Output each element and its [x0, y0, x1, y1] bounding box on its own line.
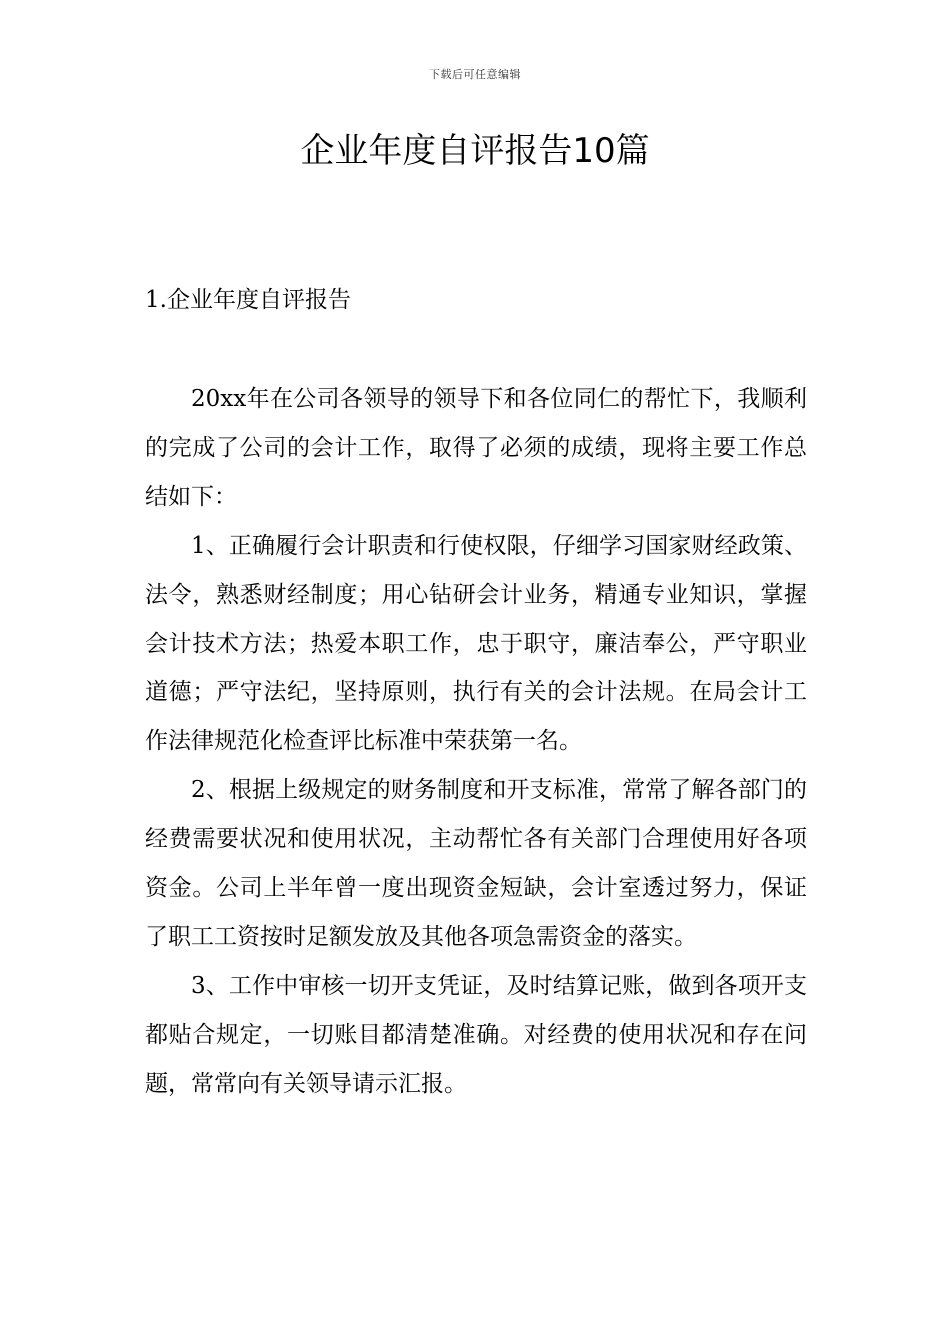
paragraph-item-2: 2、根据上级规定的财务制度和开支标准，常常了解各部门的经费需要状况和使用状况，主动帮忙各有关部门合理使用好各项资金。公司上半年曾一度出现资金短缺，会计室透过努力，保证了职工工资按时足额发放及其他各项急需资金的落实。: [145, 777, 807, 950]
header-note: 下载后可任意编辑: [429, 68, 521, 81]
paragraph-intro: 20xx年在公司各领导的领导下和各位同仁的帮忙下，我顺利的完成了公司的会计工作，取得了必须的成绩，现将主要工作总结如下：: [145, 386, 807, 510]
body-text: [145, 375, 807, 1109]
document-title: 企业年度自评报告10篇: [300, 131, 650, 171]
section-heading: 1.企业年度自评报告: [145, 287, 351, 313]
paragraph-item-3: 3、工作中审核一切开支凭证，及时结算记账，做到各项开支都贴合规定，一切账目都清楚准确。对经费的使用状况和存在问题，常常向有关领导请示汇报。: [145, 972, 807, 1097]
paragraph-item-1: 1、正确履行会计职责和行使权限，仔细学习国家财经政策、法令，熟悉财经制度；用心钻研会计业务，精通专业知识，掌握会计技术方法；热爱本职工作，忠于职守，廉洁奉公，严守职业道德；严守法纪，坚持原则，执行有关的会计法规。在局会计工作法律规范化检查评比标准中荣获第一名。: [145, 532, 807, 755]
